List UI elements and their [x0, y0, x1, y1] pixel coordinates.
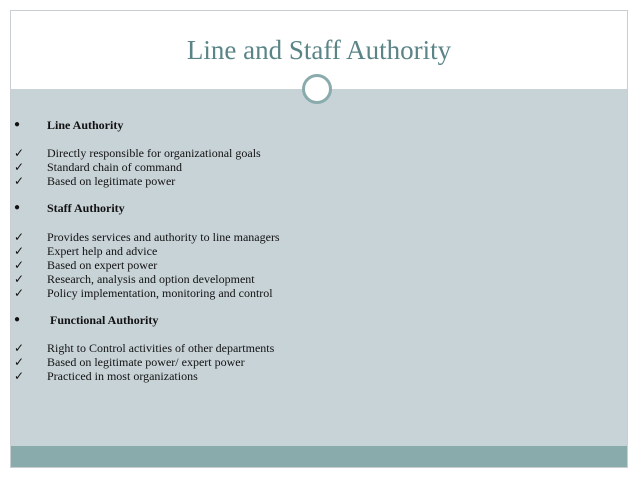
checkmark-icon: ✓	[14, 272, 25, 286]
checkmark-icon: ✓	[14, 286, 25, 300]
list-item-text: Directly responsible for organizational goals	[47, 146, 261, 160]
list-item-text: Based on legitimate power	[47, 174, 176, 188]
checkmark-icon: ✓	[14, 341, 25, 355]
checkmark-icon: ✓	[14, 258, 25, 272]
list-item-text: Standard chain of command	[47, 160, 182, 174]
list-item-text: Based on expert power	[47, 258, 158, 272]
ring-ornament-center	[309, 81, 325, 97]
list-item-text: Practiced in most organizations	[47, 369, 198, 383]
section-heading-text: Functional Authority	[47, 313, 159, 327]
list-item-text: Right to Control activities of other departments	[47, 341, 275, 355]
checkmark-icon: ✓	[14, 355, 25, 369]
section-heading-text: Line Authority	[47, 118, 124, 132]
checkmark-icon: ✓	[14, 146, 25, 160]
bullet-icon: ●	[14, 314, 21, 325]
list-item-text: Based on legitimate power/ expert power	[47, 355, 245, 369]
section-heading-text: Staff Authority	[47, 201, 125, 215]
slide-content	[11, 89, 627, 446]
slide	[10, 10, 628, 468]
list-item-text: Provides services and authority to line managers	[47, 230, 280, 244]
bullet-icon: ●	[14, 202, 21, 213]
bullet-icon: ●	[14, 119, 21, 130]
checkmark-icon: ✓	[14, 174, 25, 188]
checkmark-icon: ✓	[14, 230, 25, 244]
checkmark-icon: ✓	[14, 244, 25, 258]
footer-bar	[11, 446, 627, 467]
checkmark-icon: ✓	[14, 160, 25, 174]
list-item-text: Policy implementation, monitoring and control	[47, 286, 273, 300]
list-item-text: Expert help and advice	[47, 244, 158, 258]
list-item-text: Research, analysis and option development	[47, 272, 255, 286]
slide-title: Line and Staff Authority	[186, 35, 452, 65]
checkmark-icon: ✓	[14, 369, 25, 383]
ring-ornament-icon	[302, 74, 332, 104]
